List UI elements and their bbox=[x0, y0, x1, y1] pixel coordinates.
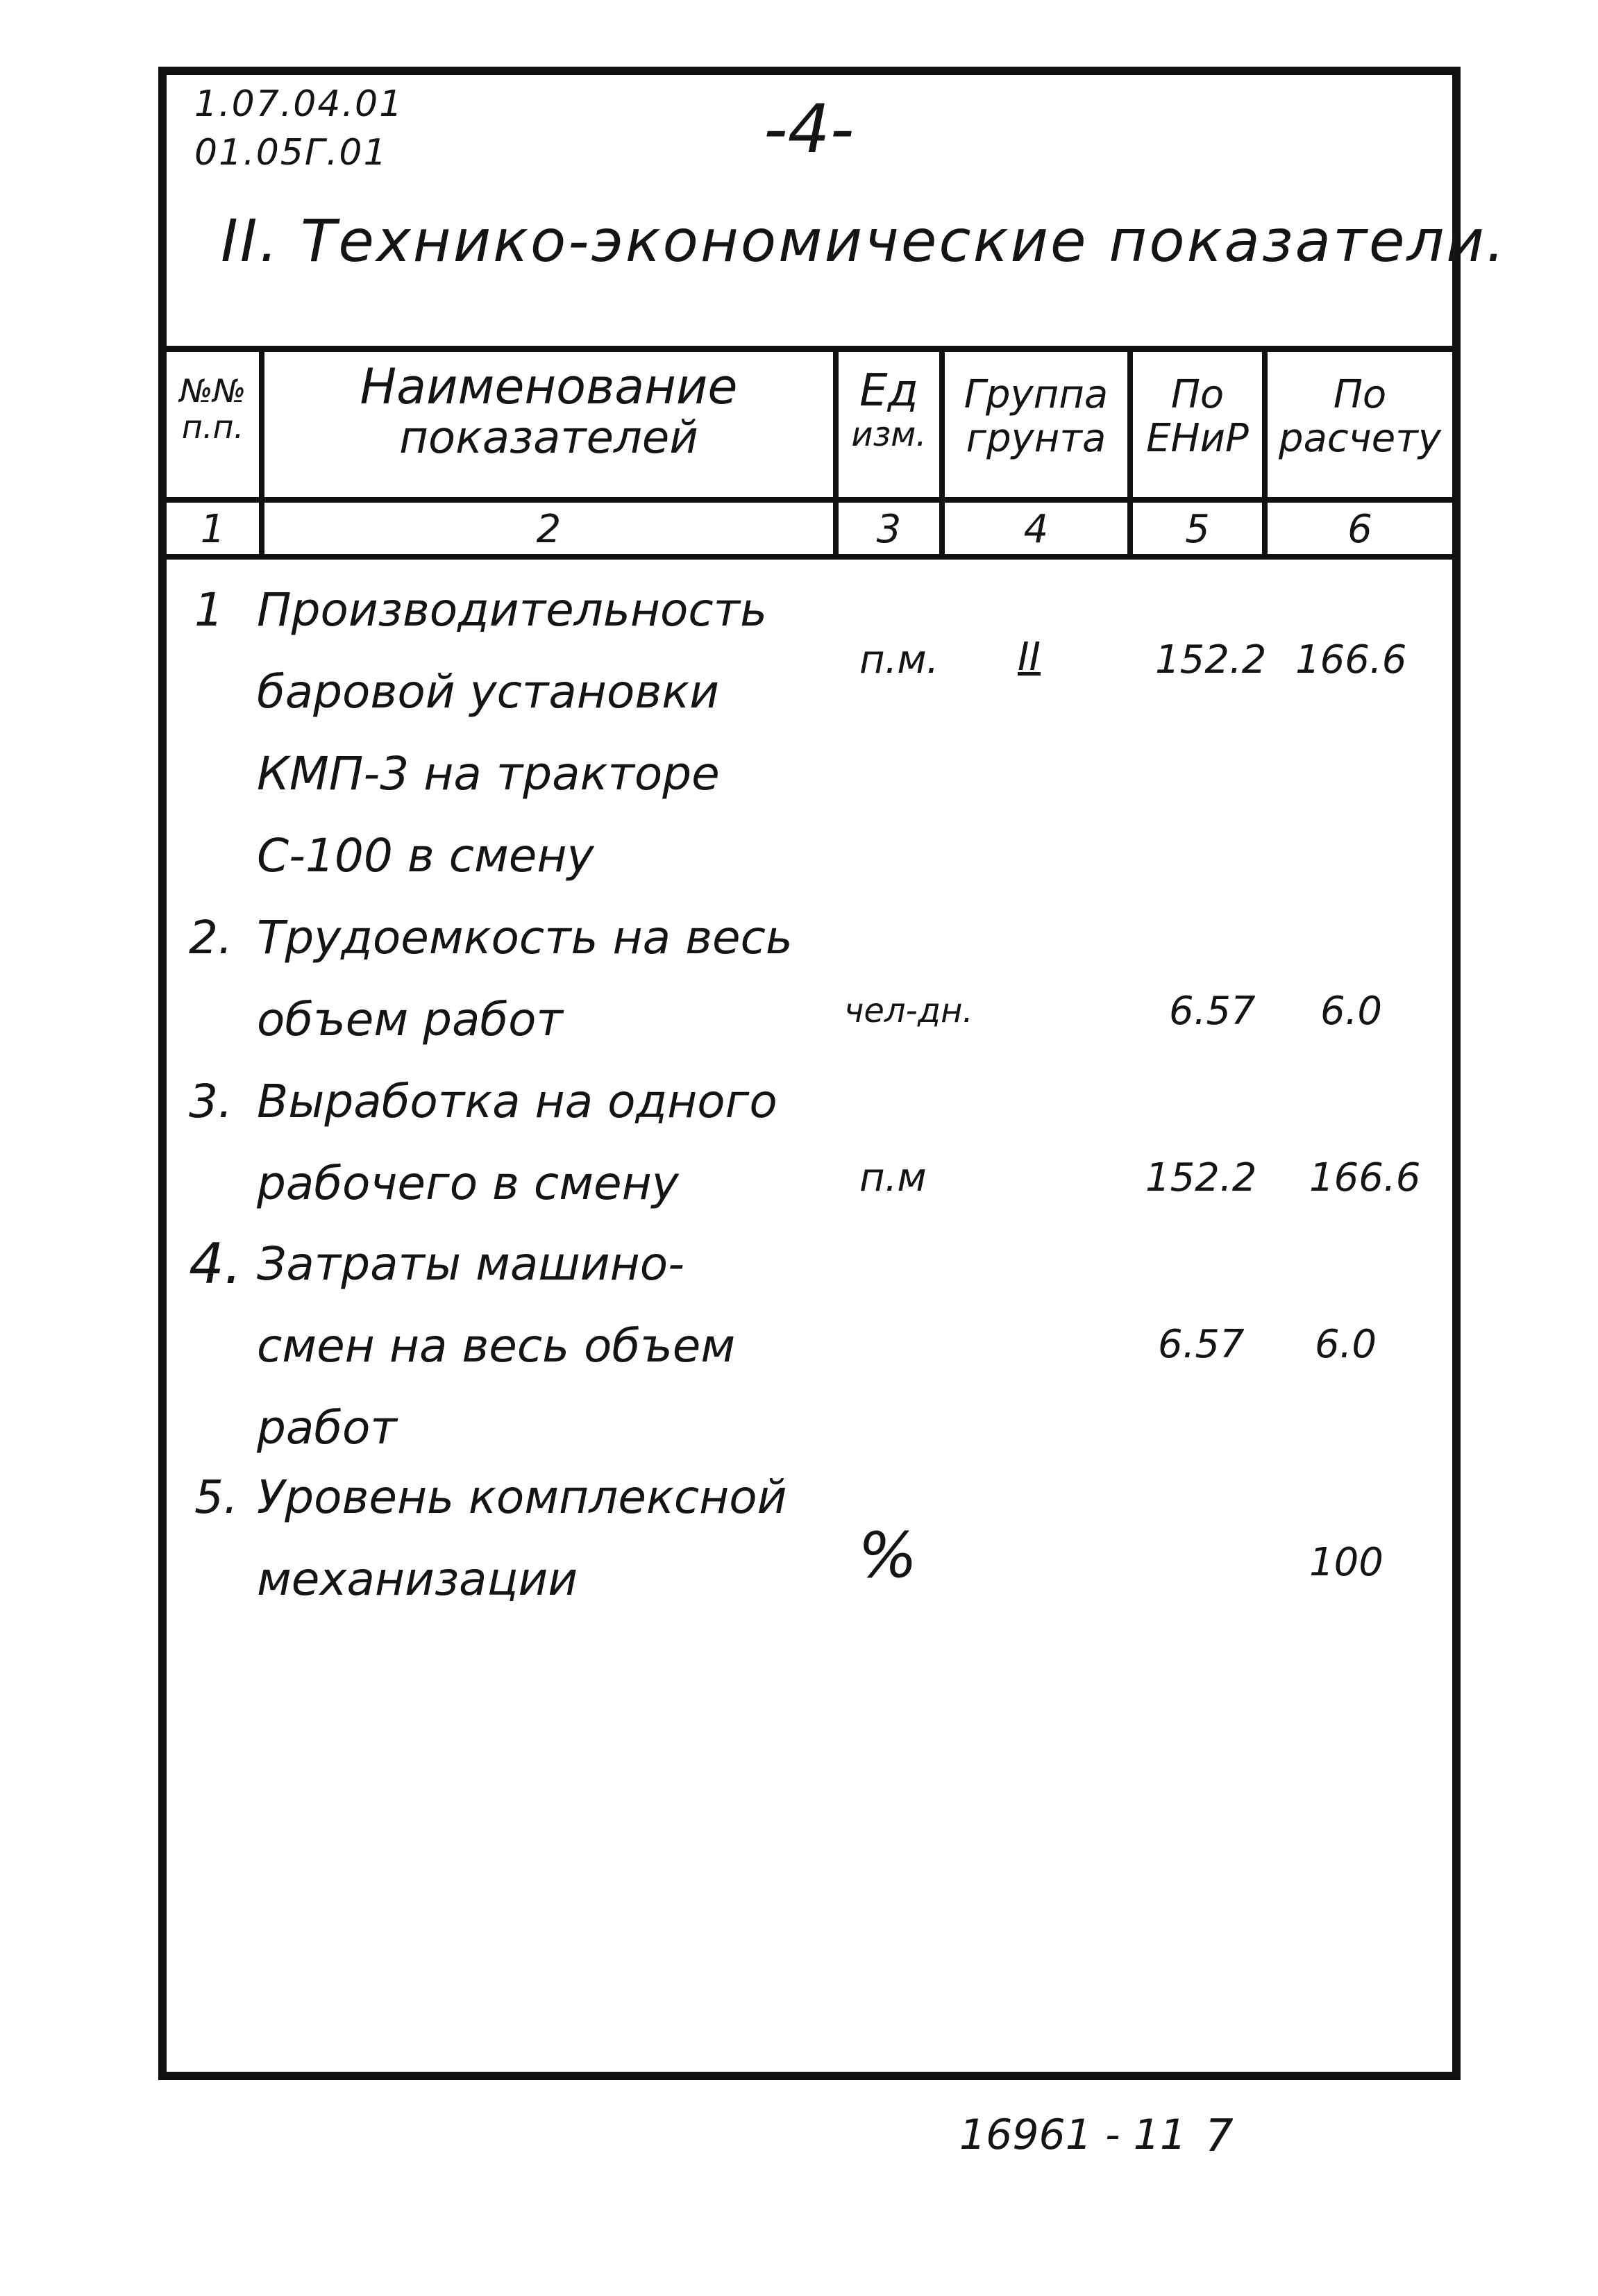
row-4-name-line: Затраты машино- bbox=[257, 1237, 684, 1291]
col-separator-3 bbox=[939, 346, 945, 560]
row-2-name bbox=[257, 897, 793, 1061]
column-number-3: 3 bbox=[876, 507, 902, 552]
row-5-name-line: механизации bbox=[257, 1552, 578, 1606]
row-1-calc: 166.6 bbox=[1295, 637, 1407, 682]
header-calc-line2: расчету bbox=[1279, 415, 1441, 461]
row-2-name-line: Трудоемкость на весь bbox=[257, 911, 793, 964]
row-3-name bbox=[257, 1061, 777, 1225]
row-2-num: 2. bbox=[189, 911, 233, 964]
row-5-name-line: Уровень комплексной bbox=[257, 1470, 787, 1524]
col-separator-5 bbox=[1262, 346, 1268, 560]
header-calc-line1: По bbox=[1333, 372, 1387, 417]
header-group bbox=[945, 374, 1127, 460]
row-1-name-line: Производительность bbox=[257, 583, 767, 637]
row-5-name bbox=[257, 1457, 787, 1620]
column-number-5: 5 bbox=[1185, 507, 1210, 552]
row-2-unit: чел-дн. bbox=[844, 991, 973, 1030]
section-title: II. Технико-экономические показатели. bbox=[221, 207, 1507, 275]
row-1-name-line: КМП-3 на тракторе bbox=[257, 747, 720, 801]
row-1-num: 1 bbox=[194, 583, 224, 637]
header-name bbox=[264, 360, 833, 464]
header-enir-line1: По bbox=[1170, 372, 1225, 417]
col-separator-2 bbox=[833, 346, 839, 560]
header-num bbox=[167, 374, 259, 445]
footer-doc-number: 16961 - 11 bbox=[959, 2111, 1187, 2159]
row-3-unit: п.м bbox=[859, 1155, 927, 1200]
row-5-unit: % bbox=[858, 1519, 918, 1592]
row-3-name-line: рабочего в смену bbox=[257, 1157, 679, 1210]
row-2-enir: 6.57 bbox=[1169, 989, 1256, 1034]
header-num-line1: №№ bbox=[179, 372, 246, 410]
document-frame bbox=[158, 67, 1507, 2080]
header-enir bbox=[1133, 374, 1262, 460]
row-4-name bbox=[257, 1223, 735, 1469]
document-code-2: 01.05Г.01 bbox=[194, 132, 388, 174]
row-1-name-line: С-100 в смену bbox=[257, 829, 594, 882]
column-number-rule bbox=[167, 554, 1452, 560]
header-calc bbox=[1268, 374, 1452, 460]
header-group-line1: Группа bbox=[964, 372, 1109, 417]
header-unit-line2: изм. bbox=[851, 414, 927, 454]
document-code-1: 1.07.04.01 bbox=[194, 83, 404, 125]
col-separator-1 bbox=[259, 346, 264, 560]
row-4-name-line: смен на весь объем bbox=[257, 1319, 736, 1373]
row-1-enir: 152.2 bbox=[1155, 637, 1267, 682]
column-number-6: 6 bbox=[1347, 507, 1372, 552]
row-4-calc: 6.0 bbox=[1315, 1322, 1377, 1367]
header-bottom-rule bbox=[167, 497, 1452, 503]
row-5-num: 5. bbox=[194, 1470, 238, 1524]
header-name-line2: показателей bbox=[399, 412, 698, 464]
page-number: -4- bbox=[764, 90, 855, 168]
header-group-line2: грунта bbox=[966, 415, 1107, 461]
column-number-4: 4 bbox=[1023, 507, 1049, 552]
row-4-name-line: работ bbox=[257, 1401, 397, 1455]
row-4-num: 4. bbox=[189, 1232, 242, 1296]
row-3-num: 3. bbox=[189, 1075, 233, 1128]
row-1-name-line: баровой установки bbox=[257, 665, 719, 719]
row-1-name bbox=[257, 569, 767, 897]
row-3-calc: 166.6 bbox=[1309, 1155, 1421, 1200]
header-num-line2: п.п. bbox=[181, 408, 244, 446]
row-3-name-line: Выработка на одного bbox=[257, 1075, 777, 1128]
column-number-2: 2 bbox=[536, 507, 562, 552]
row-3-enir: 152.2 bbox=[1145, 1155, 1257, 1200]
header-unit-line1: Ед bbox=[859, 365, 918, 417]
header-unit bbox=[839, 367, 939, 453]
row-2-calc: 6.0 bbox=[1320, 989, 1383, 1034]
header-enir-line2: ЕНиР bbox=[1146, 415, 1249, 461]
row-1-unit: п.м. bbox=[859, 637, 939, 682]
header-name-line1: Наименование bbox=[360, 358, 738, 415]
row-4-enir: 6.57 bbox=[1158, 1322, 1245, 1367]
footer-sheet: 7 bbox=[1205, 2111, 1234, 2162]
row-2-name-line: объем работ bbox=[257, 993, 563, 1046]
row-5-calc: 100 bbox=[1309, 1540, 1383, 1585]
table-top-rule bbox=[167, 346, 1452, 352]
column-number-1: 1 bbox=[200, 507, 226, 552]
col-separator-4 bbox=[1127, 346, 1133, 560]
row-1-group: II bbox=[1018, 635, 1041, 680]
